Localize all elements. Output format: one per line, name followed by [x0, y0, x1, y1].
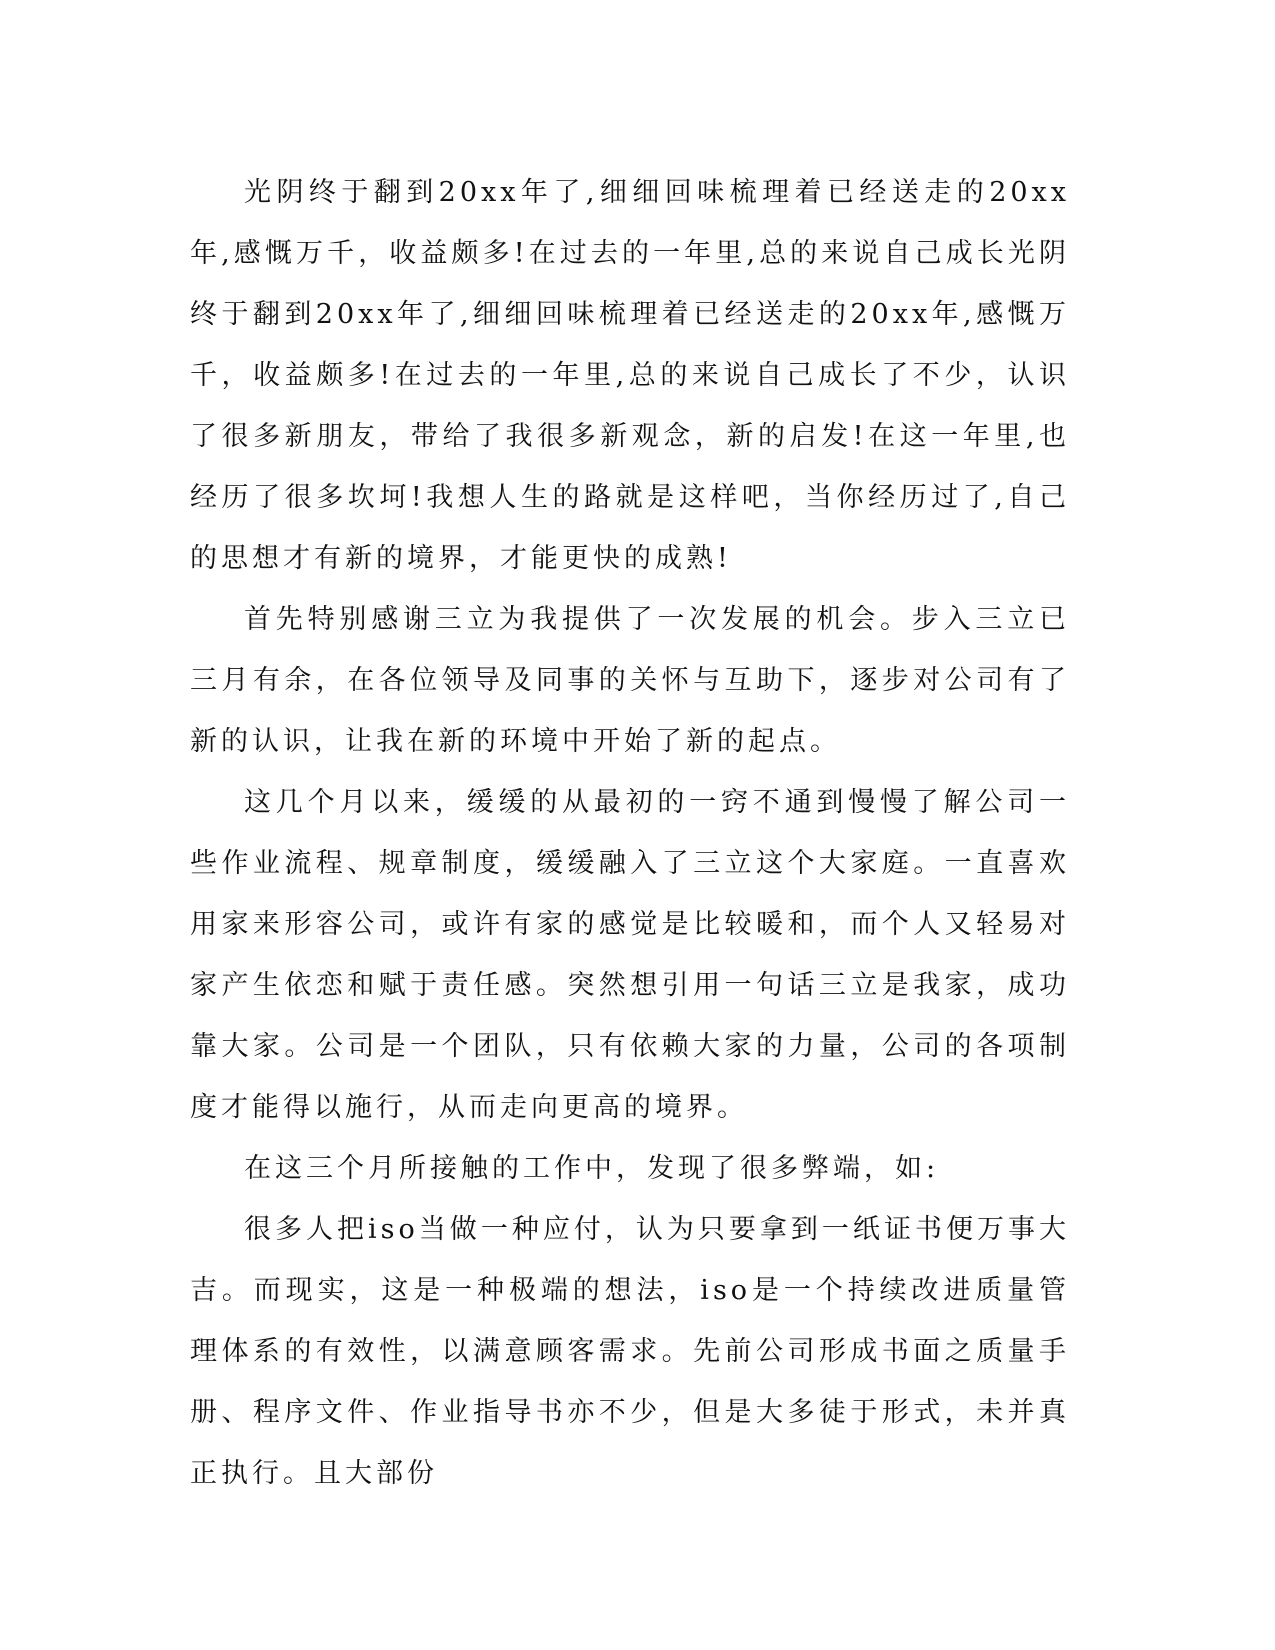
- paragraph-5: 很多人把iso当做一种应付，认为只要拿到一纸证书便万事大吉。而现实，这是一种极端的想法，iso是一个持续改进质量管理体系的有效性，以满意顾客需求。先前公司形成书面之质量手册、程序文件、作业指导书亦不少，但是大多徒于形式，未并真正执行。且大部份: [190, 1214, 1070, 1489]
- paragraph-4: 在这三个月所接触的工作中，发现了很多弊端，如:: [244, 1153, 940, 1184]
- paragraph-1: 光阴终于翻到20xx年了,细细回味梳理着已经送走的20xx年,感慨万千，收益颇多!在过去的一年里,总的来说自己成长光阴终于翻到20xx年了,细细回味梳理着已经送走的20xx年,感慨万千，收益颇多!在过去的一年里,总的来说自己成长了不少，认识了很多新朋友，带给了我很多新观念，新的启发!在这一年里,也经历了很多坎坷!我想人生的路就是这样吧，当你经历过了,自己的思想才有新的境界，才能更快的成熟!: [190, 177, 1070, 574]
- paragraph-2: 首先特别感谢三立为我提供了一次发展的机会。步入三立已三月有余，在各位领导及同事的关怀与互助下，逐步对公司有了新的认识，让我在新的环境中开始了新的起点。: [190, 604, 1070, 757]
- paragraph-3: 这几个月以来，缓缓的从最初的一窍不通到慢慢了解公司一些作业流程、规章制度，缓缓融入了三立这个大家庭。一直喜欢用家来形容公司，或许有家的感觉是比较暖和，而个人又轻易对家产生依恋和赋于责任感。突然想引用一句话三立是我家，成功靠大家。公司是一个团队，只有依赖大家的力量，公司的各项制度才能得以施行，从而走向更高的境界。: [190, 787, 1070, 1123]
- document-body: [190, 162, 1070, 1504]
